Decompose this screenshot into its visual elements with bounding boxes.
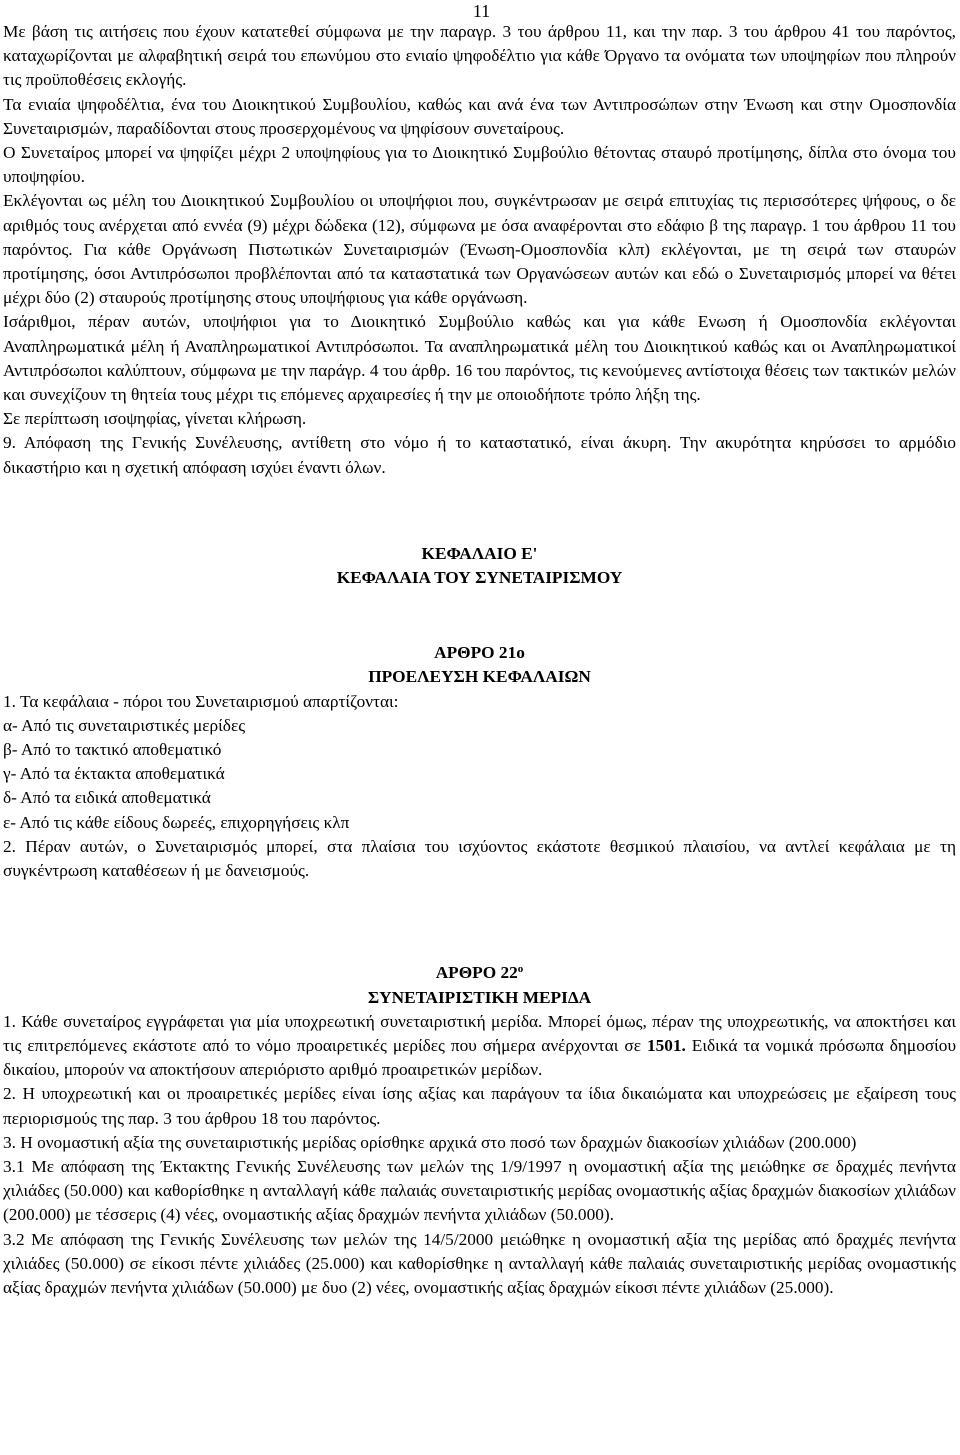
paragraph-ballots-distribution: Τα ενιαία ψηφοδέλτια, ένα του Διοικητικού Συμβουλίου, καθώς και ανά ένα των Αντιπροσώπων στην Ένωση και στην Ομοσπονδία Συνεταιρισμών, παραδίδονται στους προσερχομένους να ψηφίσουν συνεταίρους. (3, 94, 956, 138)
article-22-paragraph-1 (3, 1010, 956, 1083)
paragraph-elected-members: Εκλέγονται ως μέλη του Διοικητικού Συμβουλίου οι υποψήφιοι που, συγκέντρωσαν με σειρά επιτυχίας τις περισσότερες ψήφους, ο δε αριθμός τους ανέρχεται από εννέα (9) μέχρι δώδεκα (12), σύμφωνα με όσα αναφέρονται στο εδάφιο β της παραγρ. 1 του άρθρου 11 του παρόντος. Για κάθε Οργάνωση Πιστωτικών Συνεταιρισμών (Ένωση-Ομοσπονδία κλπ) εκλέγονται, με τη σειρά των σταυρών προτίμησης, όσοι Αντιπρόσωποι προβλέπονται από τα καταστατικά των Οργανώσεων αυτών και εδώ ο Συνεταιρισμός μπορεί να θέτει μέχρι δύο (2) σταυρούς προτίμησης στους υποψήφιους για κάθε οργάνωση. (3, 191, 956, 308)
chapter-title: ΚΕΦΑΛΑΙΟ Ε' (421, 543, 538, 563)
paragraph-preference-votes: Ο Συνεταίρος μπορεί να ψηφίζει μέχρι 2 υποψηφίους για το Διοικητικό Συμβούλιο θέτοντας σταυρό προτίμησης, δίπλα στο όνομα του υποψηφίου. (3, 143, 956, 187)
article-22-title (3, 957, 956, 985)
article-22-paragraph-3-1: 3.1 Με απόφαση της Έκτακτης Γενικής Συνέλευσης των μελών της 1/9/1997 η ονομαστική αξία της μειώθηκε σε δραχμές πενήντα χιλιάδες (50.000) και καθορίσθηκε η ανταλλαγή κάθε παλαιάς συνεταιριστικής μερίδας ονομαστικής αξίας δραχμών διακοσίων χιλιάδων (200.000) με τέσσερις (4) νέες, ονομαστικής αξίας δραχμών πενήντα χιλιάδων (50.000). (3, 1156, 956, 1225)
article-22-title-ordinal: ο (517, 963, 524, 976)
article-22-p1-text-cont: Ειδικά τα νομικά πρόσωπα δημοσίου δικαίου, μπορούν να αποκτήσουν απεριόριστο αριθμό προαιρετικών μερίδων. (3, 1035, 956, 1080)
article-21-paragraph-2: 2. Πέραν αυτών, ο Συνεταιρισμός μπορεί, στα πλαίσια του ισχύοντος εκάστοτε θεσμικού πλαισίου, να αντλεί κεφάλαια με τη συγκέντρωση καταθέσεων ή με δανεισμούς. (3, 836, 956, 881)
paragraph-substitute-members: Ισάριθμοι, πέραν αυτών, υποψήφιοι για το Διοικητικό Συμβούλιο καθώς και για κάθε Ενωση ή Ομοσπονδία εκλέγονται Αναπληρωματικά μέλη ή Αναπληρωματικοί Αντιπρόσωποι. Τα αναπληρωματικά μέλη του Διοικητικού καθώς και οι Αναπληρωματικοί Αντιπρόσωποι καλύπτουν, σύμφωνα με την παράγρ. 4 του άρθρ. 16 του παρόντος, τις κενούμενες αντίστοιχα θέσεις των τακτικών μελών και συνεχίζουν τη θητεία τους μέχρι τις επόμενες αρχαιρεσίες ή την με οποιοδήποτε τρόπο λήξη της. (3, 312, 956, 405)
article-21-subtitle: ΠΡΟΕΛΕΥΣΗ ΚΕΦΑΛΑΙΩΝ (368, 667, 591, 687)
article-22-title-text: ΑΡΘΡΟ 22 (435, 963, 518, 983)
article-21-intro: 1. Τα κεφάλαια - πόροι του Συνεταιρισμού απαρτίζονται: (3, 691, 399, 711)
article-22-subtitle: ΣΥΝΕΤΑΙΡΙΣΤΙΚΗ ΜΕΡΙΔΑ (367, 987, 592, 1007)
list-item: β- Από το τακτικό αποθεματικό (3, 740, 222, 760)
paragraph-ballot-registration: Με βάση τις αιτήσεις που έχουν κατατεθεί σύμφωνα με την παραγρ. 3 του άρθρου 11, και την παρ. 3 του άρθρου 41 του παρόντος, καταχωρίζονται με αλφαβητική σειρά του επωνύμου στο ενιαίο ψηφοδέλτιο για κάθε Όργανο τα ονόματα των υποψηφίων που πληρούν τις προϋποθέσεις εκλογής. (3, 22, 956, 90)
list-item: δ- Από τα ειδικά αποθεματικά (3, 788, 211, 808)
paragraph-item-9: 9. Απόφαση της Γενικής Συνέλευσης, αντίθετη στο νόμο ή το καταστατικό, είναι άκυρη. Την ακυρότητα κηρύσσει το αρμόδιο δικαστήριο και η σχετική απόφαση ισχύει έναντι όλων. (3, 433, 956, 477)
voting-section (3, 20, 956, 480)
article-21-title: ΑΡΘΡΟ 21ο (434, 643, 525, 663)
article-22-paragraph-3-2: 3.2 Με απόφαση της Γενικής Συνέλευσης των μελών της 14/5/2000 μειώθηκε η ονομαστική αξία της μερίδας από δραχμές πενήντα χιλιάδες (50.000) σε είκοσι πέντε χιλιάδες (25.000) και καθορίσθηκε η ανταλλαγή κάθε παλαιάς συνεταιριστικής μερίδας ονομαστικής αξίας δραχμών πενήντα χιλιάδων (50.000) με δυο (2) νέες, ονομαστικής αξίας δραχμών είκοσι πέντε χιλιάδων (25.000). (3, 1229, 956, 1297)
list-item: α- Από τις συνεταιριστικές μερίδες (3, 715, 246, 735)
article-22-p1-text: 1. Κάθε συνεταίρος εγγράφεται για μία υποχρεωτική συνεταιριστική μερίδα. Μπορεί όμως, πέραν της υποχρεωτικής, να αποκτήσει και τις επιτρεπόμενες εκάστοτε από το νόμο προαιρετικές μερίδες που σήμερα ανέρχονται σε (3, 1011, 956, 1055)
article-22-paragraph-2: 2. Η υποχρεωτική και οι προαιρετικές μερίδες είναι ίσης αξίας και παράγουν τα ίδια δικαιώματα και υποχρεώσεις με εξαίρεση τους περιορισμούς της παρ. 3 του άρθρου 18 του παρόντος. (3, 1084, 956, 1128)
page-number: 11 (472, 1, 491, 21)
optional-shares-count: 1501. (646, 1035, 686, 1055)
list-item: ε- Από τις κάθε είδους δωρεές, επιχορηγήσεις κλπ (3, 812, 350, 832)
chapter-heading (3, 542, 956, 590)
chapter-subtitle: ΚΕΦΑΛΑΙΑ ΤΟΥ ΣΥΝΕΤΑΙΡΙΣΜΟΥ (336, 568, 623, 588)
list-item: γ- Από τα έκτακτα αποθεματικά (3, 764, 225, 784)
article-22 (3, 957, 956, 1300)
article-22-paragraph-3: 3. Η ονομαστική αξία της συνεταιριστικής μερίδας ορίσθηκε αρχικά στο ποσό των δραχμών διακοσίων χιλιάδων (200.000) (3, 1132, 857, 1152)
article-21 (3, 641, 956, 883)
paragraph-tie-break: Σε περίπτωση ισοψηφίας, γίνεται κλήρωση. (3, 409, 307, 429)
